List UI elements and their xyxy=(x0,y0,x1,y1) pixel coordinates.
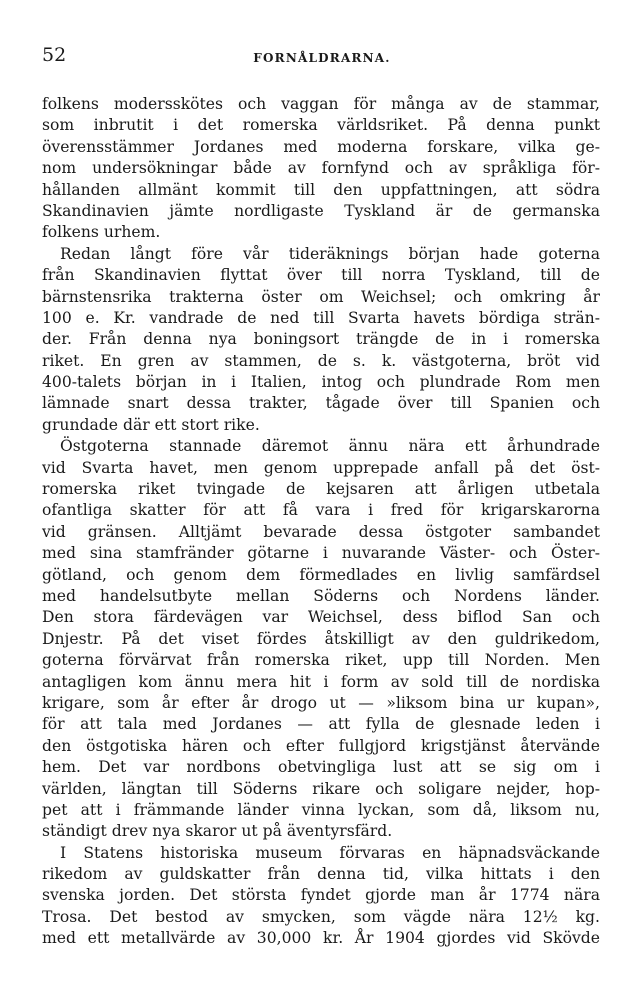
text-line: antagligen kom ännu mera hit i form av sold till de nordiska xyxy=(42,672,600,691)
text-line: som inbrutit i det romerska världsriket. På denna punkt xyxy=(42,116,600,135)
text-line: ofantliga skatter för att få vara i fred för krigarskarorna xyxy=(42,501,600,520)
text-line: 400-talets början in i Italien, intog och plundrade Rom men xyxy=(42,373,600,392)
text-line: Dnjestr. På det viset fördes åtskilligt av den guldrikedom, xyxy=(42,629,600,648)
text-line: bärnstensrika trakterna öster om Weichsel; och omkring år xyxy=(42,287,600,306)
text-line: romerska riket tvingade de kejsaren att årligen utbetala xyxy=(42,480,600,499)
text-line: svenska jorden. Det största fyndet gjorde man år 1774 nära xyxy=(42,886,600,905)
text-line: hållanden allmänt kommit till den uppfattningen, att södra xyxy=(42,180,600,199)
text-line: grundade där ett stort rike. xyxy=(42,415,260,434)
text-line: krigare, som år efter år drogo ut — »liksom bina ur kupan», xyxy=(42,693,600,712)
text-line: I Statens historiska museum förvaras en häpnadsväckande xyxy=(60,843,600,862)
text-line: världen, längtan till Söderns rikare och soligare nejder, hop- xyxy=(42,779,600,798)
text-line: Skandinavien jämte nordligaste Tyskland är de germanska xyxy=(42,201,600,220)
text-line: med ett metallvärde av 30,000 kr. År 1904 gjordes vid Skövde xyxy=(42,929,600,948)
text-line: hem. Det var nordbons obetvingliga lust att se sig om i xyxy=(42,758,600,777)
body-text xyxy=(42,94,600,950)
text-line: götland, och genom dem förmedlades en livlig samfärdsel xyxy=(42,565,600,584)
text-line: der. Från denna nya boningsort trängde de in i romerska xyxy=(42,330,600,349)
text-line: överensstämmer Jordanes med moderna forskare, vilka ge- xyxy=(42,137,600,156)
text-line: med sina stamfränder götarne i nuvarande Väster- och Öster- xyxy=(42,544,600,563)
text-line: goterna förvärvat från romerska riket, upp till Norden. Men xyxy=(42,651,600,670)
text-line: från Skandinavien flyttat över till norra Tyskland, till de xyxy=(42,266,600,285)
text-line: folkens modersskötes och vaggan för många av de stammar, xyxy=(42,95,600,113)
page-number: 52 xyxy=(42,44,67,66)
text-line: vid gränsen. Alltjämt bevarade dessa östgoter sambandet xyxy=(42,522,600,541)
text-line: folkens urhem. xyxy=(42,223,161,242)
running-title: FORNÅLDRARNA. xyxy=(253,51,391,65)
text-line: ständigt drev nya skaror ut på äventyrsfärd. xyxy=(42,822,393,841)
text-line: rikedom av guldskatter från denna tid, vilka hittats i den xyxy=(42,865,600,884)
text-line: 100 e. Kr. vandrade de ned till Svarta havets bördiga strän- xyxy=(42,308,600,327)
text-line: med handelsutbyte mellan Söderns och Nordens länder. xyxy=(42,586,600,605)
text-line: pet att i främmande länder vinna lyckan, som då, liksom nu, xyxy=(42,800,600,819)
text-line: Östgoterna stannade däremot ännu nära ett århundrade xyxy=(60,437,600,456)
text-line: riket. En gren av stammen, de s. k. västgoterna, bröt vid xyxy=(42,351,600,370)
text-line: den östgotiska hären och efter fullgjord krigstjänst återvände xyxy=(42,736,600,755)
page-header xyxy=(42,38,602,72)
text-line: Den stora färdevägen var Weichsel, dess biflod San och xyxy=(42,608,600,627)
text-line: för att tala med Jordanes — att fylla de glesnade leden i xyxy=(42,715,600,734)
text-line: Redan långt före vår tideräknings början hade goterna xyxy=(60,244,600,263)
text-line: nom undersökningar både av fornfynd och av språkliga för- xyxy=(42,159,600,178)
text-line: Trosa. Det bestod av smycken, som vägde nära 12½ kg. xyxy=(42,907,600,926)
text-line: vid Svarta havet, men genom upprepade anfall på det öst- xyxy=(42,458,600,477)
text-line: lämnade snart dessa trakter, tågade över till Spanien och xyxy=(42,394,600,413)
